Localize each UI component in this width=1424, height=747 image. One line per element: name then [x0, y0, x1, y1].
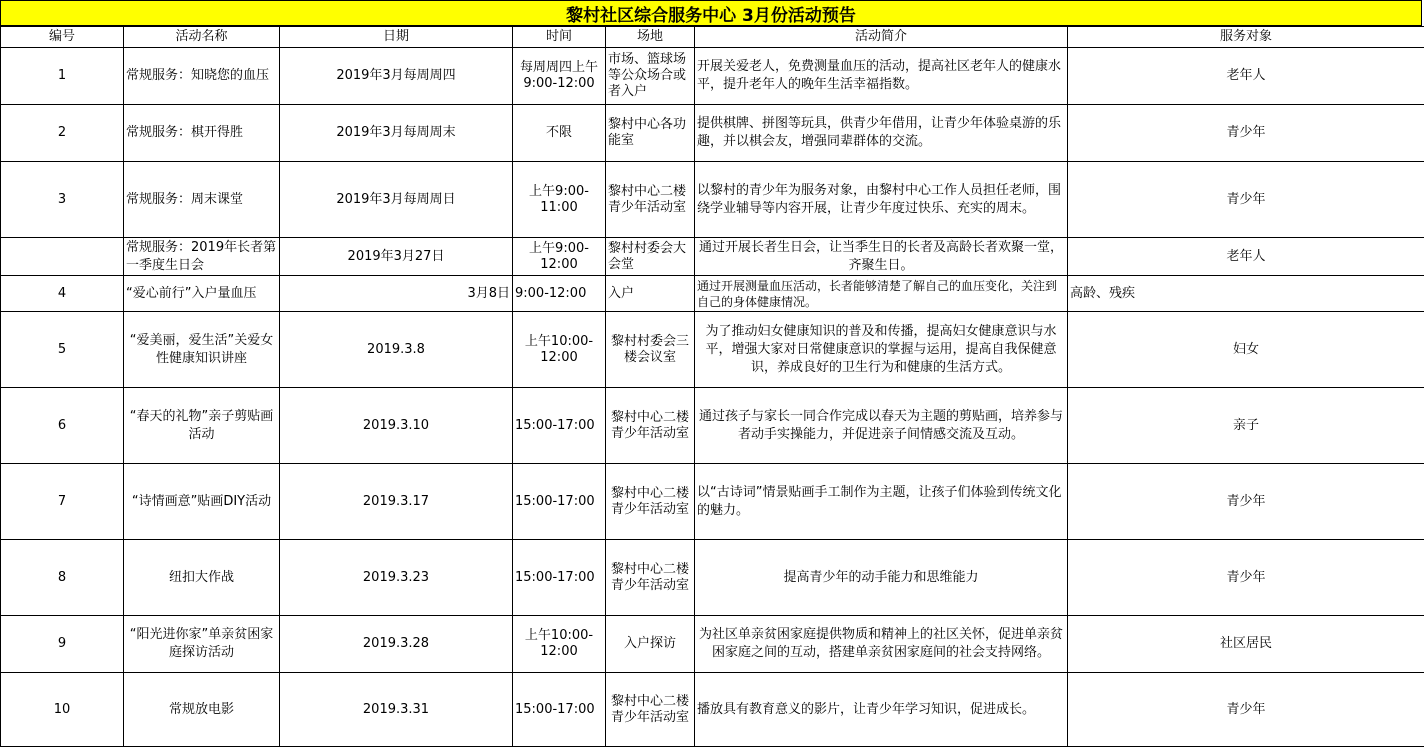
cell-date[interactable]: 3月8日 — [280, 276, 513, 312]
cell-name[interactable]: “诗情画意”贴画DIY活动 — [124, 464, 280, 540]
cell-time[interactable]: 9:00-12:00 — [513, 276, 606, 312]
cell-venue[interactable]: 黎村村委会三楼会议室 — [606, 312, 695, 388]
cell-target[interactable]: 青少年 — [1068, 673, 1424, 747]
cell-target[interactable]: 老年人 — [1068, 48, 1424, 105]
cell-desc[interactable]: 通过开展测量血压活动，长者能够清楚了解自己的血压变化，关注到自己的身体健康情况。 — [695, 276, 1068, 312]
cell-target[interactable]: 老年人 — [1068, 238, 1424, 276]
table-row — [1, 616, 1424, 673]
cell-target[interactable]: 青少年 — [1068, 540, 1424, 616]
cell-date[interactable]: 2019年3月每周周四 — [280, 48, 513, 105]
cell-no[interactable] — [1, 238, 124, 276]
header-row — [1, 27, 1424, 48]
cell-venue[interactable]: 市场、篮球场等公众场合或者入户 — [606, 48, 695, 105]
cell-date[interactable]: 2019.3.23 — [280, 540, 513, 616]
cell-venue[interactable]: 入户探访 — [606, 616, 695, 673]
cell-desc[interactable]: 提高青少年的动手能力和思维能力 — [695, 540, 1068, 616]
cell-name[interactable]: 常规服务：知晓您的血压 — [124, 48, 280, 105]
cell-name[interactable]: 常规放电影 — [124, 673, 280, 747]
cell-target[interactable]: 高龄、残疾 — [1068, 276, 1424, 312]
cell-time[interactable]: 不限 — [513, 105, 606, 162]
cell-target[interactable]: 妇女 — [1068, 312, 1424, 388]
table-row — [1, 162, 1424, 238]
cell-target[interactable]: 青少年 — [1068, 464, 1424, 540]
cell-date[interactable]: 2019.3.10 — [280, 388, 513, 464]
cell-time[interactable]: 15:00-17:00 — [513, 388, 606, 464]
cell-name[interactable]: “春天的礼物”亲子剪贴画活动 — [124, 388, 280, 464]
cell-time[interactable]: 上午10:00-12:00 — [513, 312, 606, 388]
table-row — [1, 105, 1424, 162]
cell-desc[interactable]: 为社区单亲贫困家庭提供物质和精神上的社区关怀，促进单亲贫困家庭之间的互动，搭建单亲贫困家庭间的社会支持网络。 — [695, 616, 1068, 673]
table-row — [1, 540, 1424, 616]
table-row — [1, 464, 1424, 540]
cell-name[interactable]: “爱心前行”入户量血压 — [124, 276, 280, 312]
cell-venue[interactable]: 黎村村委会大会堂 — [606, 238, 695, 276]
cell-desc[interactable]: 以“古诗词”情景贴画手工制作为主题，让孩子们体验到传统文化的魅力。 — [695, 464, 1068, 540]
cell-desc[interactable]: 播放具有教育意义的影片，让青少年学习知识，促进成长。 — [695, 673, 1068, 747]
cell-no[interactable]: 4 — [1, 276, 124, 312]
cell-name[interactable]: 常规服务：周末课堂 — [124, 162, 280, 238]
cell-venue[interactable]: 黎村中心二楼青少年活动室 — [606, 464, 695, 540]
activity-table — [0, 26, 1424, 747]
table-row — [1, 48, 1424, 105]
cell-no[interactable]: 10 — [1, 673, 124, 747]
cell-desc[interactable]: 通过孩子与家长一同合作完成以春天为主题的剪贴画，培养参与者动手实操能力，并促进亲子间情感交流及互动。 — [695, 388, 1068, 464]
cell-venue[interactable]: 黎村中心二楼青少年活动室 — [606, 540, 695, 616]
table-row — [1, 238, 1424, 276]
cell-date[interactable]: 2019年3月每周周末 — [280, 105, 513, 162]
table-row — [1, 388, 1424, 464]
cell-target[interactable]: 亲子 — [1068, 388, 1424, 464]
cell-venue[interactable]: 入户 — [606, 276, 695, 312]
cell-target[interactable]: 青少年 — [1068, 105, 1424, 162]
cell-desc[interactable]: 开展关爱老人，免费测量血压的活动，提高社区老年人的健康水平，提升老年人的晚年生活幸福指数。 — [695, 48, 1068, 105]
cell-time[interactable]: 15:00-17:00 — [513, 464, 606, 540]
cell-name[interactable]: 常规服务：2019年长者第一季度生日会 — [124, 238, 280, 276]
cell-date[interactable]: 2019.3.17 — [280, 464, 513, 540]
cell-time[interactable]: 每周周四上午9:00-12:00 — [513, 48, 606, 105]
cell-date[interactable]: 2019年3月每周周日 — [280, 162, 513, 238]
cell-time[interactable]: 上午9:00-11:00 — [513, 162, 606, 238]
cell-no[interactable]: 9 — [1, 616, 124, 673]
cell-venue[interactable]: 黎村中心二楼青少年活动室 — [606, 673, 695, 747]
cell-target[interactable]: 社区居民 — [1068, 616, 1424, 673]
cell-time[interactable]: 15:00-17:00 — [513, 673, 606, 747]
cell-desc[interactable]: 为了推动妇女健康知识的普及和传播，提高妇女健康意识与水平，增强大家对日常健康意识的掌握与运用，提高自我保健意识，养成良好的卫生行为和健康的生活方式。 — [695, 312, 1068, 388]
cell-name[interactable]: 纽扣大作战 — [124, 540, 280, 616]
cell-no[interactable]: 1 — [1, 48, 124, 105]
cell-time[interactable]: 上午10:00-12:00 — [513, 616, 606, 673]
cell-venue[interactable]: 黎村中心各功能室 — [606, 105, 695, 162]
cell-name[interactable]: “阳光进你家”单亲贫困家庭探访活动 — [124, 616, 280, 673]
cell-no[interactable]: 2 — [1, 105, 124, 162]
cell-desc[interactable]: 提供棋牌、拼图等玩具，供青少年借用，让青少年体验桌游的乐趣，并以棋会友，增强同辈群体的交流。 — [695, 105, 1068, 162]
header-cell-time[interactable]: 时间 — [513, 27, 606, 48]
cell-date[interactable]: 2019.3.31 — [280, 673, 513, 747]
cell-date[interactable]: 2019.3.8 — [280, 312, 513, 388]
header-cell-date[interactable]: 日期 — [280, 27, 513, 48]
cell-name[interactable]: 常规服务：棋开得胜 — [124, 105, 280, 162]
cell-no[interactable]: 6 — [1, 388, 124, 464]
cell-no[interactable]: 7 — [1, 464, 124, 540]
header-cell-desc[interactable]: 活动简介 — [695, 27, 1068, 48]
sheet-title[interactable]: 黎村社区综合服务中心 3月份活动预告 — [0, 0, 1422, 26]
cell-venue[interactable]: 黎村中心二楼青少年活动室 — [606, 162, 695, 238]
cell-desc[interactable]: 以黎村的青少年为服务对象，由黎村中心工作人员担任老师，围绕学业辅导等内容开展，让青少年度过快乐、充实的周末。 — [695, 162, 1068, 238]
cell-time[interactable]: 15:00-17:00 — [513, 540, 606, 616]
cell-date[interactable]: 2019.3.28 — [280, 616, 513, 673]
cell-venue[interactable]: 黎村中心二楼青少年活动室 — [606, 388, 695, 464]
cell-no[interactable]: 8 — [1, 540, 124, 616]
cell-no[interactable]: 5 — [1, 312, 124, 388]
header-cell-target[interactable]: 服务对象 — [1068, 27, 1424, 48]
cell-desc[interactable]: 通过开展长者生日会，让当季生日的长者及高龄长者欢聚一堂，齐聚生日。 — [695, 238, 1068, 276]
cell-name[interactable]: “爱美丽，爱生活”关爱女性健康知识讲座 — [124, 312, 280, 388]
header-cell-venue[interactable]: 场地 — [606, 27, 695, 48]
table-row — [1, 276, 1424, 312]
table-row — [1, 312, 1424, 388]
cell-time[interactable]: 上午9:00-12:00 — [513, 238, 606, 276]
header-cell-no[interactable]: 编号 — [1, 27, 124, 48]
cell-no[interactable]: 3 — [1, 162, 124, 238]
header-cell-name[interactable]: 活动名称 — [124, 27, 280, 48]
table-row — [1, 673, 1424, 747]
cell-date[interactable]: 2019年3月27日 — [280, 238, 513, 276]
cell-target[interactable]: 青少年 — [1068, 162, 1424, 238]
